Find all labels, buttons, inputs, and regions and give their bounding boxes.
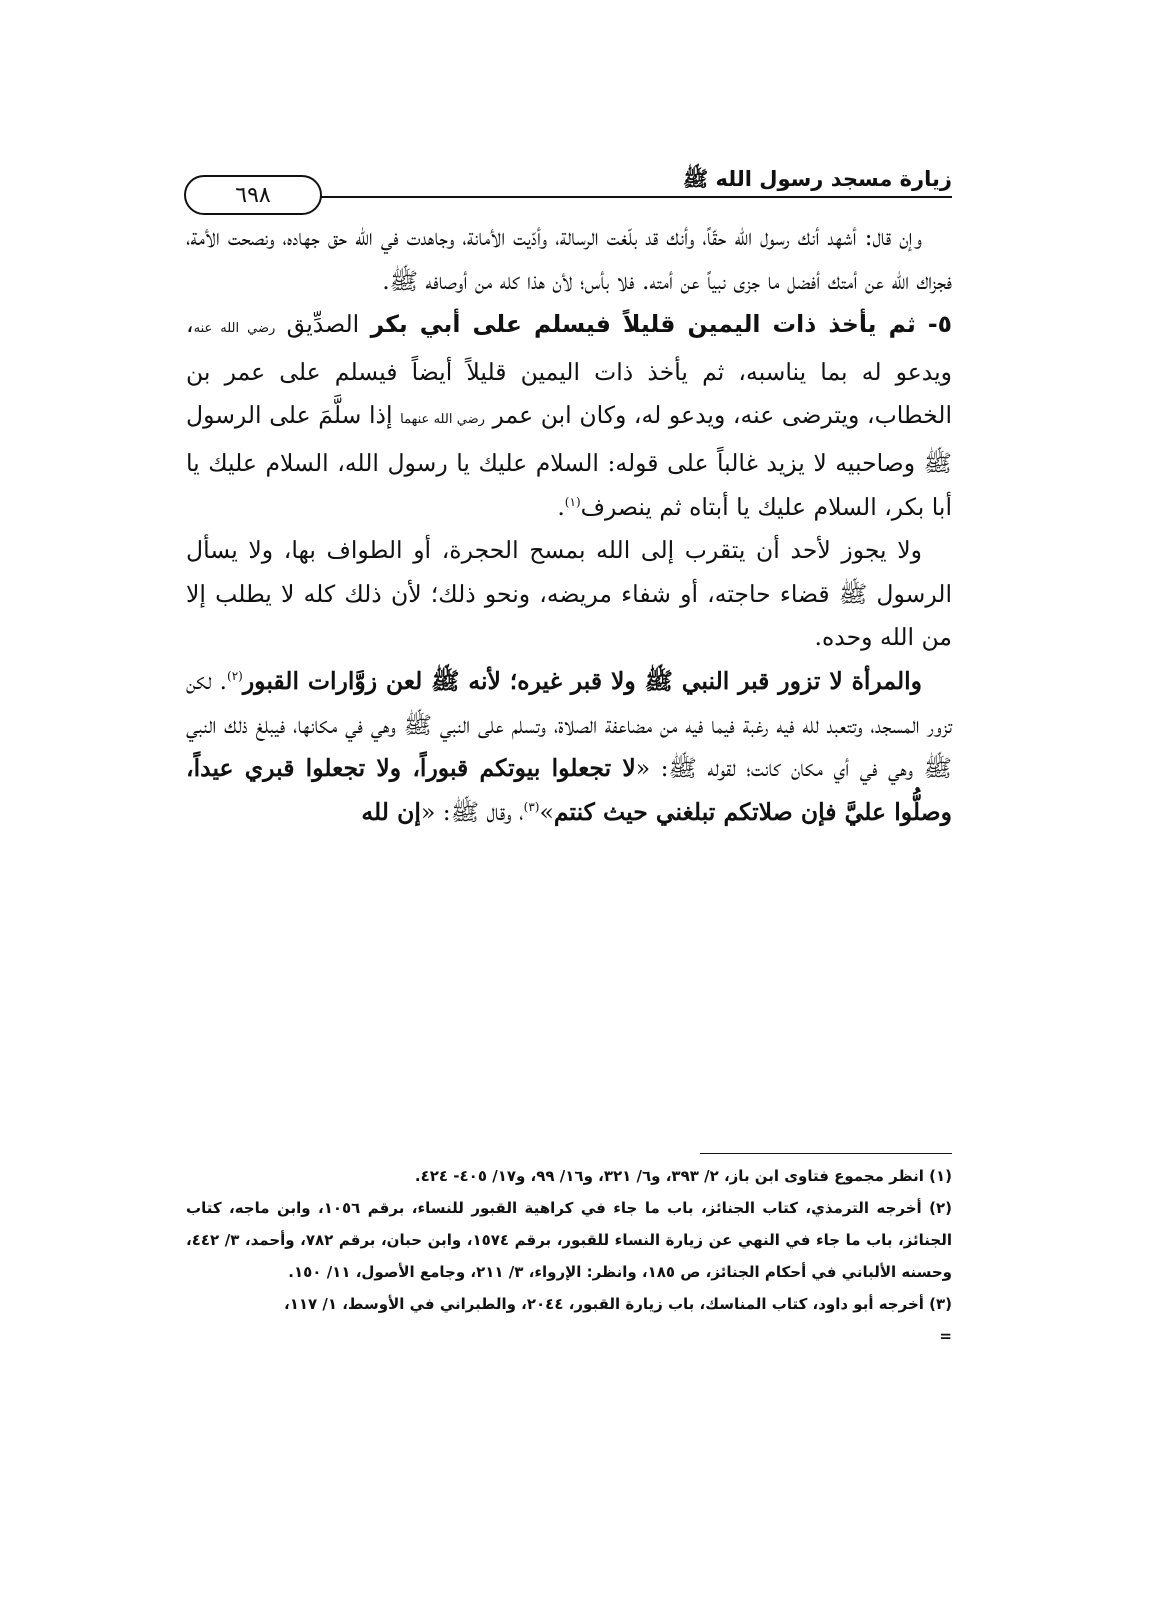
item-number: ٥-	[915, 310, 953, 339]
footnote-ref-3[interactable]: (٣)	[523, 799, 540, 814]
paragraph-2-text-c: إذا سلَّمَ على الرسول ﷺ وصاحبيه لا يزيد غالباً على قوله: السلام عليك يا رسول الله، السلام عليك يا أبا بكر، السلام عليك يا أبتاه ثم ينصرف	[186, 401, 952, 521]
honorific-a: رضي الله عنه	[193, 321, 276, 337]
footnotes	[186, 1160, 952, 1352]
paragraph-2-text-b: ، ويدعو له بما يناسبه، ثم يأخذ ذات اليمين قليلاً أيضاً فيسلم على عمر بن الخطاب، ويترضى عنه، ويدعو له، وكان ابن عمر	[186, 310, 952, 430]
paragraph-4-text-2: ، وقال ﷺ: «	[420, 797, 524, 826]
quote-close-1: »	[539, 797, 554, 826]
footnote-separator	[700, 1153, 952, 1154]
paragraph-2-end: .	[557, 492, 565, 521]
paragraph-4	[186, 660, 952, 834]
footnote-ref-1[interactable]: (١)	[564, 494, 581, 509]
paragraph-1: وإن قال: أشهد أنك رسول الله حقّاً، وأنك قد بلّغت الرسالة، وأدّيت الأمانة، وجاهدت في الله حق جهاده، ونصحت الأمة، فجزاك الله عن أمتك أفضل ما جزى نبياً عن أمته. فلا بأس؛ لأن هذا كله من أوصافه ﷺ.	[186, 223, 952, 295]
footnote-3: (٣) أخرجه أبو داود، كتاب المناسك، باب زيارة القبور، ٢٠٤٤، والطبراني في الأوسط، ١/ ١١٧،	[283, 1295, 952, 1313]
item-heading: ثم يأخذ ذات اليمين قليلاً فيسلم على أبي بكر	[370, 310, 916, 339]
paragraph-4-bold: والمرأة لا تزور قبر النبي ﷺ ولا قبر غيره؛ لأنه ﷺ لعن زوَّارات القبور	[242, 666, 923, 695]
hadith-quote-1: لا تجعلوا بيوتكم قبوراً، ولا تجعلوا قبري عيداً، وصلُّوا عليَّ فإن صلاتكم تبلغني حيث كنتم	[186, 754, 952, 826]
main-text	[186, 216, 952, 834]
paragraph-2-text-a: الصدِّيق	[275, 310, 371, 339]
hadith-quote-2: إن لله	[361, 797, 421, 826]
footnote-continuation-mark: =	[939, 1327, 952, 1345]
paragraph-3: ولا يجوز لأحد أن يتقرب إلى الله بمسح الحجرة، أو الطواف بها، ولا يسأل الرسول ﷺ قضاء حاجته، أو شفاء مريضه، ونحو ذلك؛ لأن ذلك كله لا يطلب إلا من الله وحده.	[186, 536, 952, 652]
footnote-2: (٢) أخرجه الترمذي، كتاب الجنائز، باب ما جاء في كراهية القبور للنساء، برقم ١٠٥٦، وابن ماجه، كتاب الجنائز، باب ما جاء في النهي عن زيارة النساء للقبور، برقم ١٥٧٤، وابن حبان، برقم ٧٨٢، وأحمد، ٣/ ٤٤٢، وحسنه الألباني في أحكام الجنائز، ص ١٨٥، وانظر: الإرواء، ٣/ ٢١١، وجامع الأصول، ١١/ ١٥٠.	[186, 1199, 952, 1281]
page-number: ٦٩٨	[184, 175, 322, 215]
page-header	[186, 166, 952, 210]
running-title: زيارة مسجد رسول الله ﷺ	[682, 167, 952, 191]
footnote-ref-2[interactable]: (٢)	[227, 669, 243, 684]
paragraph-4-text: . لكن تزور المسجد، وتتعبد لله فيه رغبة فيما فيه من مضاعفة الصلاة، وتسلم على النبي ﷺ وهي في مكانها، فيبلغ ذلك النبي ﷺ وهي في أي مكان كانت؛ لقوله ﷺ: «	[186, 666, 952, 783]
paragraph-2	[186, 303, 952, 529]
footnote-1: (١) انظر مجموع فتاوى ابن باز، ٢/ ٣٩٣، و٦/ ٣٢١، و١٦/ ٩٩، و١٧/ ٤٠٥- ٤٢٤.	[414, 1167, 952, 1185]
honorific-b: رضي الله عنهما	[400, 412, 485, 428]
